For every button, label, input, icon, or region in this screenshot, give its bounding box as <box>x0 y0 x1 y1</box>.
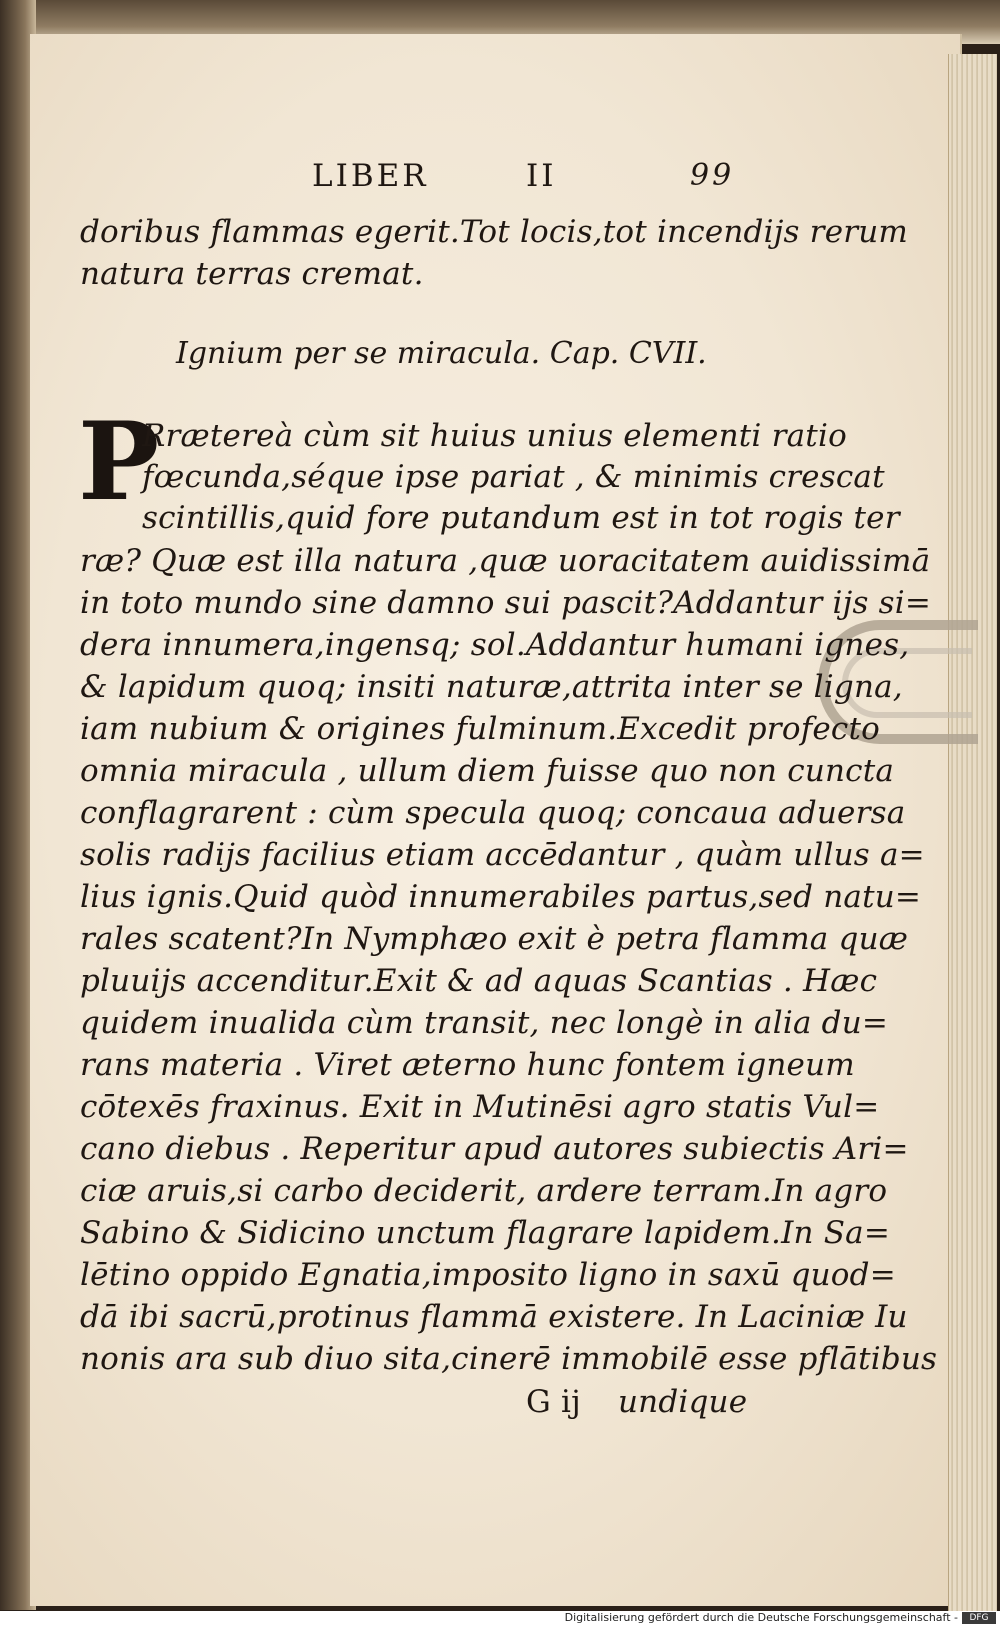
body-line-18: cano diebus . Reperitur apud autores subiectis Ari= <box>80 1131 909 1167</box>
body-line-4: ræ? Quæ est illa natura ,quæ uoracitatem auidissimā <box>80 543 931 579</box>
digitization-credit: Digitalisierung gefördert durch die Deutsche Forschungsgemeinschaft - <box>564 1611 958 1624</box>
body-line-19: ciæ aruis,si carbo deciderit, ardere terram.In agro <box>80 1173 888 1209</box>
text-line-top-1: doribus flammas egerit.Tot locis,tot incendijs rerum <box>80 214 909 250</box>
body-line-8: iam nubium & origines fulminum.Excedit profecto <box>80 711 880 747</box>
body-line-13: rales scatent?In Nymphæo exit è petra flamma quæ <box>80 921 909 957</box>
running-header-title: LIBER <box>312 158 429 194</box>
catchword: undique <box>618 1384 748 1420</box>
body-line-20: Sabino & Sidicino unctum flagrare lapidem.In Sa= <box>80 1215 891 1251</box>
chapter-heading: Ignium per se miracula. Cap. CVII. <box>176 336 707 371</box>
body-line-21: lētino oppido Egnatia,imposito ligno in saxū quod= <box>80 1257 896 1293</box>
body-line-6: dera innumera,ingensq; sol.Addantur humani ignes, <box>80 627 910 663</box>
drop-cap-initial: P <box>78 399 160 525</box>
body-line-11: solis radijs facilius etiam accēdantur , quàm ullus a= <box>80 837 925 873</box>
body-line-3: scintillis,quid fore putandum est in tot rogis ter <box>142 500 900 536</box>
body-line-12: lius ignis.Quid quòd innumerabiles partus,sed natu= <box>80 879 922 915</box>
page-number: 99 <box>690 158 735 193</box>
body-line-17: cōtexēs fraxinus. Exit in Mutinēsi agro statis Vul= <box>80 1089 880 1125</box>
body-line-23: nonis ara sub diuo sita,cinerē immobilē esse pflātibus <box>80 1341 938 1377</box>
text-line-top-2: natura terras cremat. <box>80 256 424 292</box>
body-line-10: conflagrarent : cùm specula quoq; concaua aduersa <box>80 795 906 831</box>
running-header-book-number: II <box>526 158 557 194</box>
body-line-1: Rrætereà cùm sit huius unius elementi ratio <box>142 418 847 454</box>
signature-mark: G ij <box>526 1384 581 1420</box>
body-line-15: quidem inualida cùm transit, nec longè in alia du= <box>80 1005 889 1041</box>
body-line-16: rans materia . Viret æterno hunc fontem igneum <box>80 1047 855 1083</box>
body-line-5: in toto mundo sine damno sui pascit?Addantur ijs si= <box>80 585 932 621</box>
body-line-2: fœcunda,séque ipse pariat , & minimis crescat <box>142 459 885 495</box>
body-line-22: dā ibi sacrū,protinus flammā existere. In Laciniæ Iu <box>80 1299 908 1335</box>
page-stack-edge <box>948 54 997 1614</box>
body-line-9: omnia miracula , ullum diem fuisse quo non cuncta <box>80 753 895 789</box>
dfg-logo: DFG <box>962 1612 996 1624</box>
body-line-14: pluuijs accenditur.Exit & ad aquas Scantias . Hæc <box>80 963 878 999</box>
body-line-7: & lapidum quoq; insiti naturæ,attrita inter se ligna, <box>80 669 903 705</box>
